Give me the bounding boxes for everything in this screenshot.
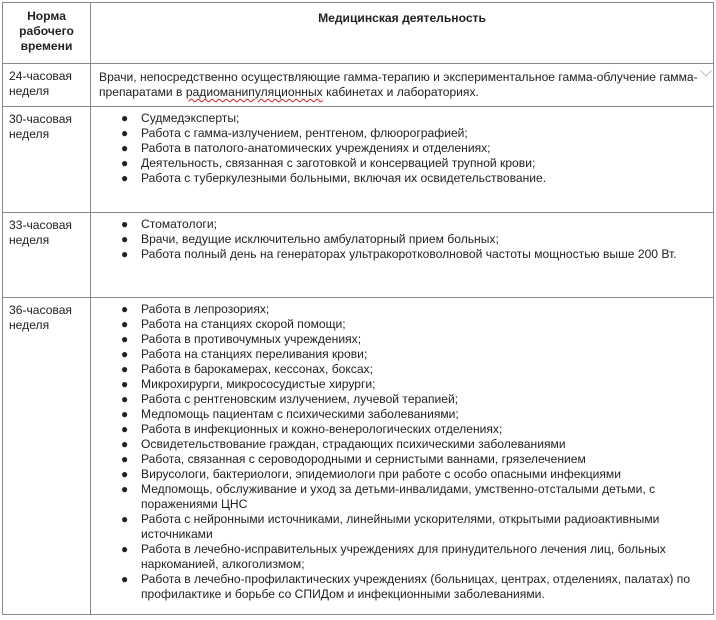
- list-item: [117, 467, 707, 482]
- norm-cell: 33-часовая неделя: [3, 213, 91, 298]
- list-item-text: Деятельность, связанная с заготовкой и консервацией трупной крови;: [141, 156, 536, 170]
- list-item-text: Медпомощь пациентам с психическими заболеваниями;: [141, 407, 459, 421]
- list-item-text: Работа в лечебно-исправительных учреждениях для принудительного лечения лиц, больных наркоманией, алкоголизмом;: [141, 542, 666, 571]
- activity-text-part: Врачи, непосредственно осуществляющие гамма-терапию и экспериментальное гамма-облучение гамма-препаратами в: [99, 70, 698, 99]
- bullet-icon: ●: [121, 232, 129, 246]
- list-item: [117, 347, 707, 362]
- table-row: [3, 213, 714, 298]
- bullet-icon: ●: [121, 407, 129, 421]
- bullet-icon: ●: [121, 572, 129, 586]
- bullet-icon: ●: [121, 392, 129, 406]
- activity-cell: [91, 213, 714, 298]
- bullet-icon: ●: [121, 302, 129, 316]
- activity-list: [99, 217, 707, 262]
- list-item: [117, 156, 707, 171]
- bullet-icon: ●: [121, 482, 129, 496]
- list-item-text: Работа с нейронными источниками, линейными ускорителями, открытыми радиоактивными источниками: [141, 512, 660, 541]
- bullet-icon: ●: [121, 332, 129, 346]
- bullet-icon: ●: [121, 377, 129, 391]
- list-item: [117, 247, 707, 262]
- list-item-text: Медпомощь, обслуживание и уход за детьми-инвалидами, умственно-отсталыми детьми, с поражениями ЦНС: [141, 482, 656, 511]
- list-item-text: Работа в барокамерах, кессонах, боксах;: [141, 362, 373, 376]
- bullet-icon: ●: [121, 452, 129, 466]
- bullet-icon: ●: [121, 422, 129, 436]
- list-item-text: Микрохирурги, микрососудистые хирурги;: [141, 377, 376, 391]
- list-item-text: Врачи, ведущие исключительно амбулаторный прием больных;: [141, 232, 499, 246]
- activity-text: [99, 68, 707, 100]
- bullet-icon: ●: [121, 247, 129, 261]
- list-item-text: Работа в лепрозориях;: [141, 302, 270, 316]
- list-item-text: Работа полный день на генераторах ультракоротковолновой частоты мощностью выше 200 Вт.: [141, 247, 677, 261]
- list-item: [117, 407, 707, 422]
- bullet-icon: ●: [121, 217, 129, 231]
- list-item: [117, 572, 707, 602]
- list-item: [117, 332, 707, 347]
- bullet-icon: ●: [121, 347, 129, 361]
- list-item: [117, 317, 707, 332]
- list-item-text: Работа с туберкулезными больными, включая их освидетельствование.: [141, 171, 547, 185]
- list-item: [117, 217, 707, 232]
- bullet-icon: ●: [121, 317, 129, 331]
- table-header-row: [3, 3, 714, 64]
- list-item: [117, 392, 707, 407]
- activity-text-part: кабинетах и лабораториях.: [322, 85, 479, 99]
- list-item-text: Вирусологи, бактериологи, эпидемиологи при работе с особо опасными инфекциями: [141, 467, 622, 481]
- list-item-text: Работа в лечебно-профилактических учреждениях (больницах, центрах, отделениях, палатах) по профилактике и борьбе со СПИДом и инфекционными заболеваниями.: [141, 572, 691, 601]
- list-item-text: Работа в противочумных учреждениях;: [141, 332, 362, 346]
- list-item: [117, 362, 707, 377]
- list-item: [117, 232, 707, 247]
- norm-cell: 30-часовая неделя: [3, 107, 91, 213]
- activity-cell: [91, 64, 714, 107]
- list-item-text: Работа в патолого-анатомических учреждениях и отделениях;: [141, 141, 491, 155]
- activity-cell: [91, 298, 714, 615]
- bullet-icon: ●: [121, 141, 129, 155]
- list-item: [117, 377, 707, 392]
- list-item-text: Работа на станциях переливания крови;: [141, 347, 368, 361]
- table-row: [3, 298, 714, 615]
- list-item: [117, 437, 707, 452]
- list-item-text: Работа на станциях скорой помощи;: [141, 317, 346, 331]
- list-item: [117, 141, 707, 156]
- bullet-icon: ●: [121, 467, 129, 481]
- bullet-icon: ●: [121, 171, 129, 185]
- header-medical-activity: Медицинская деятельность: [91, 3, 714, 64]
- list-item-text: Освидетельствование граждан, страдающих психическими заболеваниями: [141, 437, 566, 451]
- list-item: [117, 111, 707, 126]
- bullet-icon: ●: [121, 126, 129, 140]
- list-item-text: Работа в инфекционных и кожно-венерологических отделениях;: [141, 422, 503, 436]
- list-item-text: Стоматологи;: [141, 217, 217, 231]
- list-item: [117, 542, 707, 572]
- spellcheck-underlined-word: радиоманипуляционных: [185, 85, 323, 99]
- bullet-icon: ●: [121, 437, 129, 451]
- norm-cell: 36-часовая неделя: [3, 298, 91, 615]
- bullet-icon: ●: [121, 156, 129, 170]
- list-item-text: Работа с гамма-излучением, рентгеном, флюорографией;: [141, 126, 468, 140]
- activity-list: [99, 302, 707, 602]
- list-item: [117, 126, 707, 141]
- list-item-text: Работа, связанная с сероводородными и сернистыми ваннами, грязелечением: [141, 452, 586, 466]
- list-item: [117, 482, 707, 512]
- bullet-icon: ●: [121, 111, 129, 125]
- list-item-text: Судмедэксперты;: [141, 111, 240, 125]
- list-item: [117, 171, 707, 186]
- header-work-time-norm: Норма рабочего времени: [3, 3, 91, 64]
- bullet-icon: ●: [121, 512, 129, 526]
- table-row: [3, 64, 714, 107]
- list-item: [117, 452, 707, 467]
- list-item-text: Работа с рентгеновским излучением, лучевой терапией;: [141, 392, 459, 406]
- norm-cell: 24-часовая неделя: [3, 64, 91, 107]
- work-hours-table: [2, 2, 714, 615]
- activity-list: [99, 111, 707, 186]
- list-item: [117, 422, 707, 437]
- list-item: [117, 302, 707, 317]
- bullet-icon: ●: [121, 362, 129, 376]
- list-item: [117, 512, 707, 542]
- activity-cell: [91, 107, 714, 213]
- bullet-icon: ●: [121, 542, 129, 556]
- table-row: [3, 107, 714, 213]
